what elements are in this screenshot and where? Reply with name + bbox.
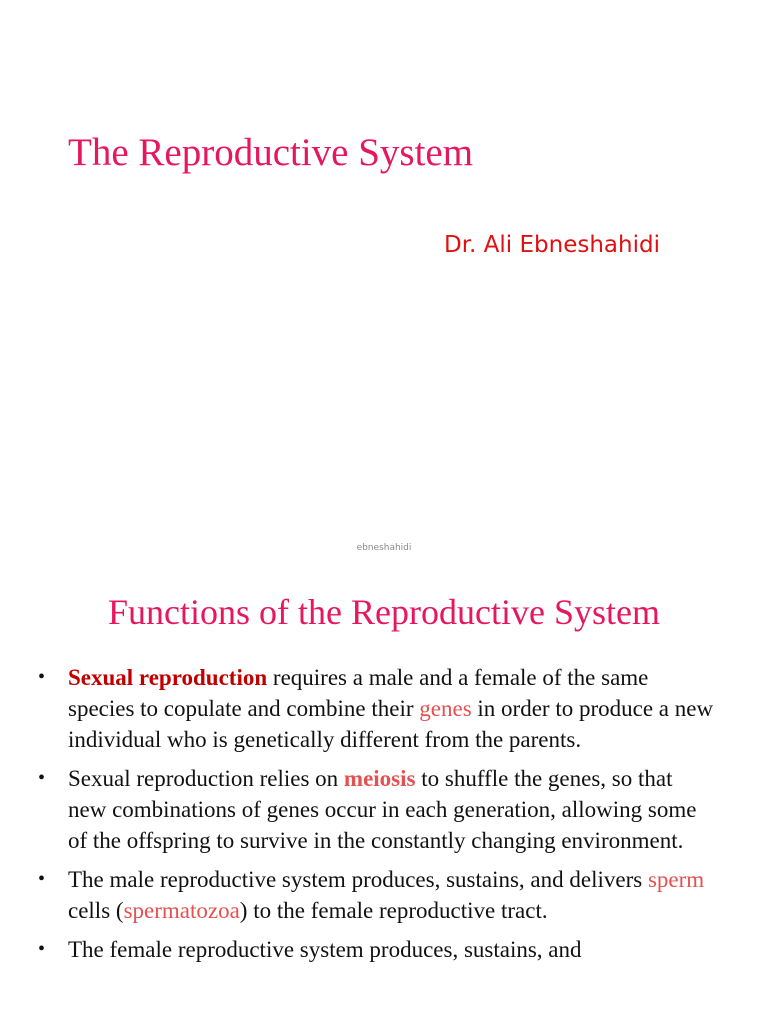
bullet-text: The male reproductive system produces, sustains, and delivers: [68, 867, 648, 892]
bullet-text: Sexual reproduction relies on: [68, 766, 344, 791]
author-name: Dr. Ali Ebneshahidi: [444, 232, 660, 258]
functions-heading: Functions of the Reproductive System: [108, 592, 660, 632]
bullet-dot: •: [38, 666, 46, 688]
bullet-item: [0, 934, 768, 965]
bullet-dot: •: [38, 938, 46, 960]
bullet-item: [0, 763, 768, 856]
bullet-list: [0, 662, 768, 973]
bullet-text: ) to the female reproductive tract.: [239, 898, 548, 923]
slide-title-heading: The Reproductive System: [68, 131, 474, 174]
keyword-genes: genes: [419, 696, 472, 721]
slide-functions: [0, 576, 768, 1024]
bullet-item: [0, 864, 768, 926]
bullet-text: The female reproductive system produces, sustains, and: [68, 937, 582, 962]
bullet-dot: •: [38, 767, 46, 789]
bullet-item: [0, 662, 768, 755]
keyword-sexual-reproduction: Sexual reproduction: [68, 665, 268, 690]
bullet-text: in order to produce a new individual who is genetically different from the parents.: [68, 696, 714, 752]
keyword-meiosis: meiosis: [343, 766, 416, 791]
bullet-text: to shuffle the genes, so that new combinations of genes occur in each generation, allowing some of the offspring to survive in the constantly changing environment.: [68, 766, 697, 853]
bullet-dot: •: [38, 868, 46, 890]
bullet-text: requires a male and a female of the same species to copulate and combine their: [68, 665, 649, 721]
keyword-sperm: sperm: [647, 867, 705, 892]
keyword-spermatozoa: spermatozoa: [123, 898, 240, 923]
bullet-text: cells (: [68, 898, 124, 923]
slide-footer: ebneshahidi: [356, 543, 412, 553]
